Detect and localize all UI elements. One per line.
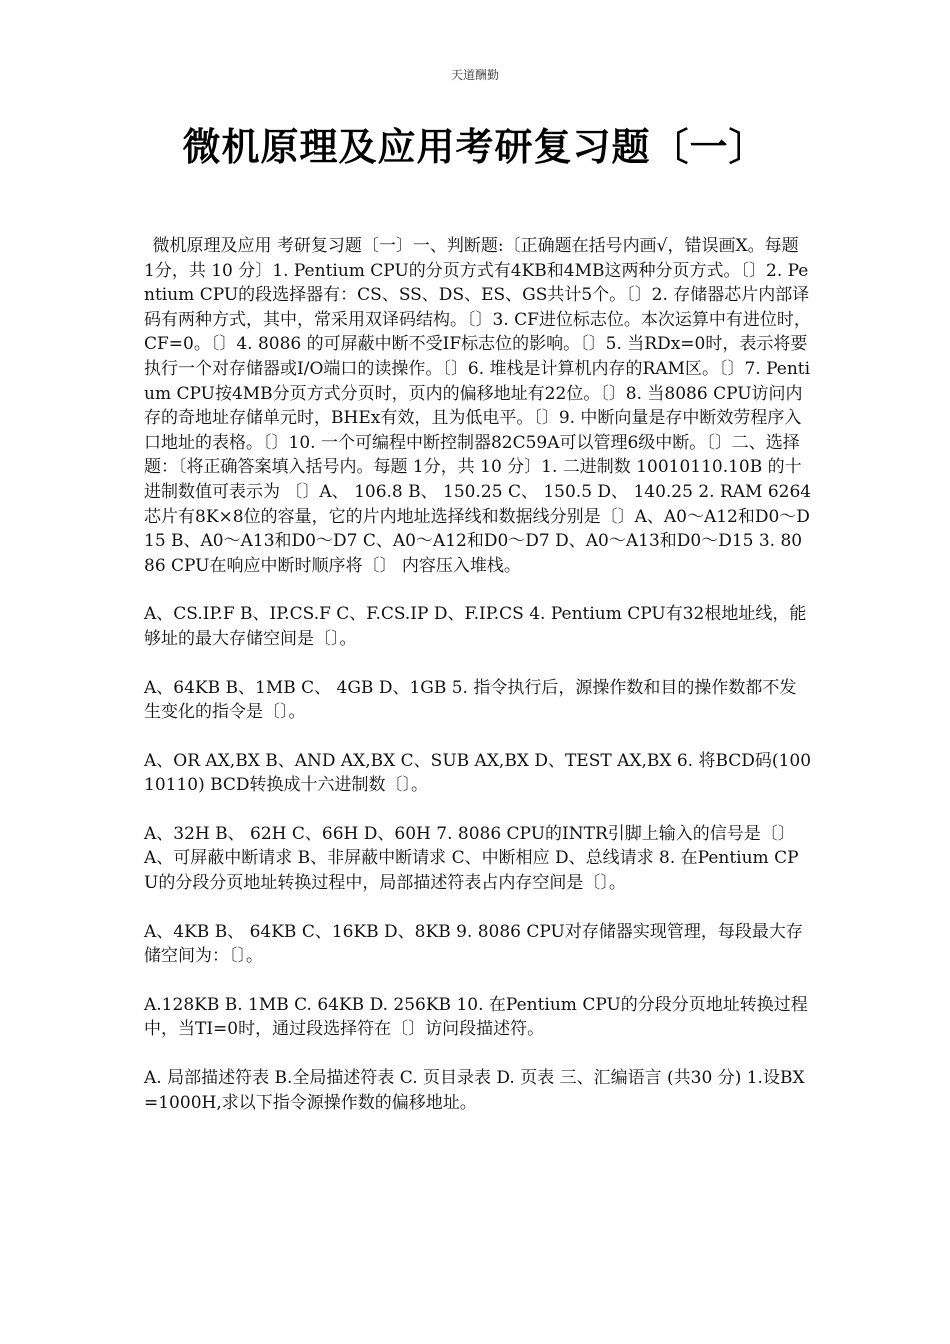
paragraph-2: A、CS.IP.F B、IP.CS.F C、F.CS.IP D、F.IP.CS 4. Pentium CPU有32根地址线，能够址的最大存储空间是〔〕。 — [144, 604, 807, 649]
paragraph-1: 微机原理及应用 考研复习题〔一〕一、判断题:〔正确题在括号内画√，错误画X。每题 1分，共 10 分〕1. Pentium CPU的分页方式有4KB和4MB这两种分页方式。〔〕2. Pentium CPU的段选择器有：CS、SS、DS、ES、GS共计5个。〔〕2. 存储器芯片内部译码有两种方式，其中，常采用双译码结构。〔〕3. CF进位标志位。本次运算中有进位时，CF=0。〔〕4. 8086 的可屏蔽中断不受IF标志位的影响。〔〕5. 当RDx=0时，表示将要执行一个对存储器或I/O端口的读操作。〔〕6. 堆栈是计算机内存的RAM区。〔〕7. Pentium CPU按4MB分页方式分页时，页内的偏移地址有22位。〔〕8. 当8086 CPU访问内存的奇地址存储单元时，BHEx有效，且为低电平。〔〕9. 中断向量是存中断效劳程序入口地址的表格。〔〕10. 一个可编程中断控制器82C59A可以管理6级中断。〔〕二、选择题：〔将正确答案填入括号内。每题 1分，共 10 分〕1. 二进制数 10010110.10B 的十进制数值可表示为 〔〕A、 106.8 B、 150.25 C、 150.5 D、 140.25 2. RAM 6264芯片有8K×8位的容量，它的片内地址选择线和数据线分别是〔〕A、A0～A12和D0～D15 B、A0～A13和D0～D7 C、A0～A12和D0～D7 D、A0～A13和D0～D15 3. 8086 CPU在响应中断时顺序将〔〕 内容压入堆栈。 — [144, 236, 812, 576]
paragraph-3: A、64KB B、1MB C、 4GB D、1GB 5. 指令执行后，源操作数和目的操作数都不发生变化的指令是〔〕。 — [144, 677, 797, 723]
paragraph-7: A.128KB B. 1MB C. 64KB D. 256KB 10. 在Pentium CPU的分段分页地址转换过程中，当TI=0时，通过段选择符在〔〕访问段描述符。 — [144, 994, 808, 1040]
page-header: 天道酬勤 — [450, 68, 499, 82]
document-body — [144, 234, 812, 1139]
paragraph-6: A、4KB B、 64KB C、16KB D、8KB 9. 8086 CPU对存储器实现管理，每段最大存储空间为：〔〕。 — [144, 921, 803, 967]
paragraph-4: A、OR AX,BX B、AND AX,BX C、SUB AX,BX D、TEST AX,BX 6. 将BCD码(10010110) BCD转换成十六进制数〔〕。 — [144, 750, 812, 796]
paragraph-5: A、32H B、 62H C、66H D、60H 7. 8086 CPU的INTR引脚上输入的信号是〔〕A、可屏蔽中断请求 B、非屏蔽中断请求 C、中断相应 D、总线请求 8. 在Pentium CPU的分段分页地址转换过程中，局部描述符表占内存空间是〔〕。 — [144, 823, 799, 894]
page-title: 微机原理及应用考研复习题〔一〕 — [182, 124, 768, 169]
paragraph-8: A. 局部描述符表 B.全局描述符表 C. 页目录表 D. 页表 三、汇编语言 (共30 分) 1.设BX=1000H,求以下指令源操作数的偏移地址。 — [144, 1068, 805, 1113]
